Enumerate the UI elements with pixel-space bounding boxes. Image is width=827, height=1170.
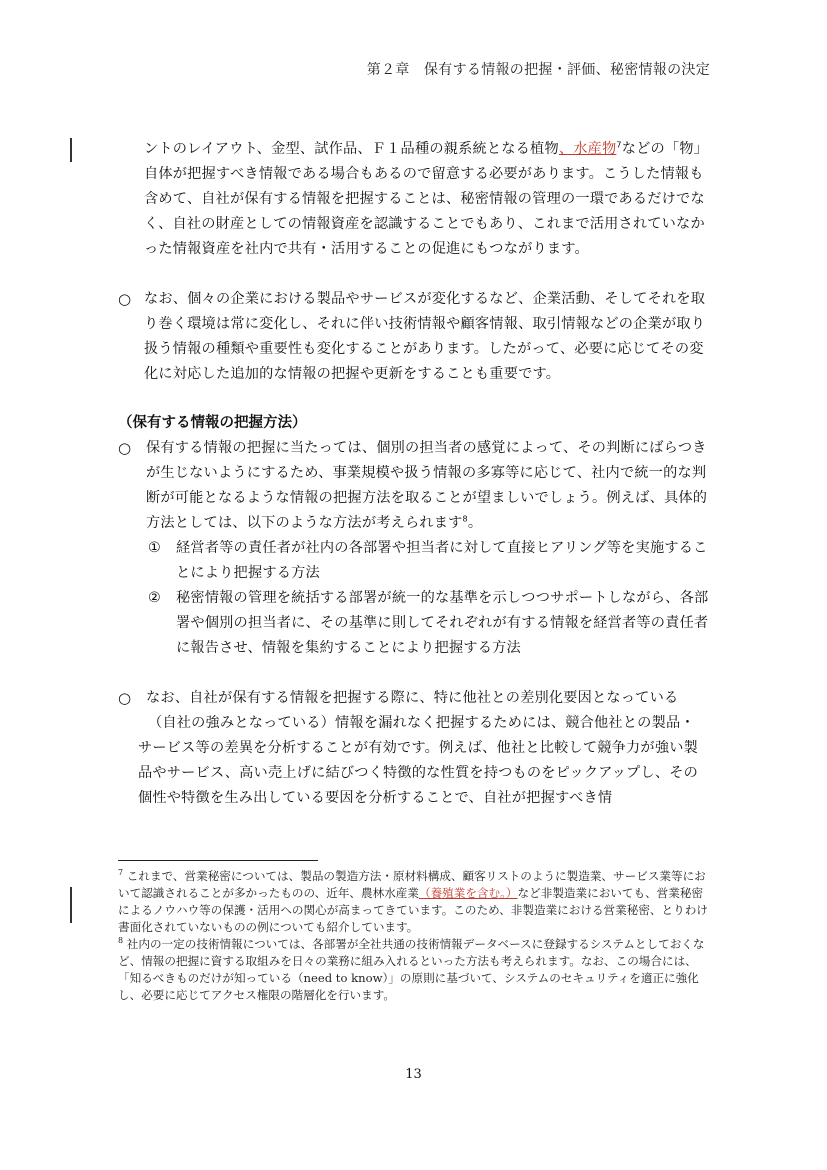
bullet-text: [146, 436, 712, 536]
intro-text-1: ントのレイアウト、金型、試作品、Ｆ１品種の親系統となる植物: [144, 141, 559, 157]
bullet-text-main: 保有する情報の把握に当たっては、個別の担当者の感覚によって、その判断にばらつきが生じないようにするため、事業規模や扱う情報の多寡等に応じて、社内で統一的な判断が可能となるような情報の把握方法を取ることが望ましいでしょう。例えば、具体的方法としては、以下のような方法が考えられます: [146, 440, 708, 531]
footnote-7: [118, 868, 712, 936]
bullet-text: [146, 686, 712, 736]
section-heading: （保有する情報の把握方法）: [118, 415, 307, 431]
circle-bullet-icon: ○: [118, 439, 132, 457]
footnote-8: [118, 936, 712, 1004]
page-number: 13: [405, 1067, 422, 1082]
method-item: [148, 536, 712, 586]
bullet-line-1: なお、自社が保有する情報を把握する際に、特に他社との差別化要因となっている: [146, 690, 679, 706]
item-number: ②: [148, 590, 161, 606]
inserted-text: 、水産物: [558, 141, 617, 157]
method-item: [148, 586, 712, 661]
item-number: ①: [148, 540, 161, 556]
circle-bullet-icon: ○: [118, 689, 132, 707]
bullet-paragraph-change: [118, 287, 712, 387]
footnote-separator: [118, 860, 318, 861]
footnote-ref-7[interactable]: 7: [616, 140, 622, 150]
footnote-number: 8: [118, 936, 124, 946]
circle-bullet-icon: ○: [118, 290, 132, 308]
bullet-paragraph-analysis: [118, 686, 712, 811]
footnote-number: 7: [118, 868, 124, 878]
bullet-continuation: サービス等の差異を分析することが有効です。例えば、他社と比較して競争力が強い製品やサービス、高い売上げに結びつく特徴的な性質を持つものをピックアップし、その個性や特徴を生み出している要因を分析することで、自社が把握すべき情: [138, 740, 698, 806]
footnotes: [118, 868, 712, 1004]
revision-bar: [70, 138, 72, 162]
bullet-line-2: （自社の強みとなっている）情報を漏れなく把握するためには、競合他社との製品・: [148, 715, 695, 731]
item-text: 秘密情報の管理を統括する部署が統一的な基準を示しつつサポートしながら、各部署や個別の担当者に、その基準に則してそれぞれが有する情報を経営者等の責任者に報告させ、情報を集約することにより把握する方法: [176, 590, 709, 656]
running-header: 第２章 保有する情報の把握・評価、秘密情報の決定: [366, 62, 710, 78]
bullet-text-tail: 。: [467, 515, 483, 531]
intro-paragraph: [144, 137, 712, 262]
intro-text-2: などの「物」自体が把握すべき情報である場合もあるので留意する必要があります。こうした情報も含めて、自社が保有する情報を把握することは、秘密情報の管理の一環であるだけでなく、自社の財産としての情報資産を認識することでもあり、これまで活用されていなかった情報資産を社内で共有・活用することの促進にもつながります。: [144, 141, 709, 257]
item-text: 経営者等の責任者が社内の各部署や担当者に対して直接ヒアリング等を実施することにより把握する方法: [176, 540, 708, 581]
bullet-text: なお、個々の企業における製品やサービスが変化するなど、企業活動、そしてそれを取り巻く環境は常に変化し、それに伴い技術情報や顧客情報、取引情報などの企業が取り扱う情報の種類や重要性も変化することがあります。したがって、必要に応じてその変化に対応した追加的な情報の把握や更新をすることも重要です。: [144, 291, 706, 382]
bullet-paragraph-method: [118, 436, 712, 536]
inserted-text: （養殖業を含む。）: [418, 886, 518, 900]
footnote-text-1: これまで、営業秘密については、製品の製造方法・原材料構成、顧客リストのように製造業、サービス業等において認識されることが多かったものの、近年、農林水産業: [118, 869, 706, 900]
footnote-ref-8[interactable]: 8: [462, 514, 468, 524]
footnote-text-2: など非製造業においても、営業秘密によるノウハウ等の保護・活用への関心が高まってきています。このため、非製造業における営業秘密、とりわけ書面化されていないものの例についても紹介しています。: [118, 886, 708, 934]
revision-bar: [70, 887, 72, 923]
footnote-text: 社内の一定の技術情報については、各部署が全社共通の技術情報データベースに登録するシステムとしておくなど、情報の把握に資する取組みを日々の業務に組み入れるといった方法も考えられます。なお、この場合には、「知るべきものだけが知っている（need to know）」の原則に基づいて、システムのセキュリティを適正に強化し、必要に応じてアクセス権限の階層化を行います。: [118, 937, 705, 1002]
